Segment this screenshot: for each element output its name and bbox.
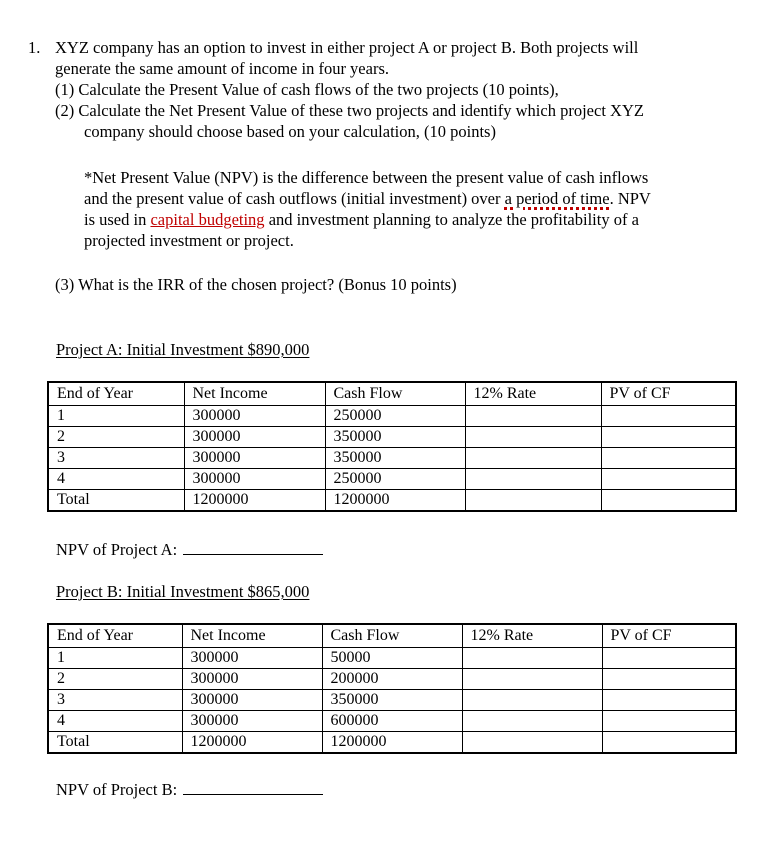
intro-line-1: XYZ company has an option to invest in either project A or project B. Both projects will xyxy=(55,38,639,57)
header-pv-of-cf: PV of CF xyxy=(602,624,736,648)
project-a-npv-answer-blank[interactable] xyxy=(183,540,323,555)
part-1: (1) Calculate the Present Value of cash flows of the two projects (10 points), xyxy=(55,80,559,99)
project-b-npv xyxy=(56,780,323,800)
cell-cash-flow: 600000 xyxy=(322,711,462,732)
header-rate: 12% Rate xyxy=(462,624,602,648)
cell-year: Total xyxy=(48,732,182,754)
cell-year: 1 xyxy=(48,406,184,427)
table-row xyxy=(48,448,736,469)
cell-net-income: 300000 xyxy=(184,469,325,490)
table-row xyxy=(48,711,736,732)
table-header-row xyxy=(48,624,736,648)
table-row xyxy=(48,648,736,669)
cell-net-income: 300000 xyxy=(184,427,325,448)
table-total-row xyxy=(48,490,736,512)
cell-year: 1 xyxy=(48,648,182,669)
header-rate: 12% Rate xyxy=(465,382,601,406)
project-b-npv-label: NPV of Project B: xyxy=(56,780,178,799)
header-net-income: Net Income xyxy=(182,624,322,648)
table-total-row xyxy=(48,732,736,754)
project-b-title: Project B: Initial Investment $865,000 xyxy=(56,582,310,601)
table-row xyxy=(48,406,736,427)
project-a-table xyxy=(47,381,737,512)
cell-pv[interactable] xyxy=(602,711,736,732)
table-row xyxy=(48,690,736,711)
cell-cash-flow: 250000 xyxy=(325,469,465,490)
npv-def-line-1: *Net Present Value (NPV) is the difference between the present value of cash inflows xyxy=(84,168,649,187)
npv-def-line-2-start: and the present value of cash outflows (initial investment) over xyxy=(84,189,505,208)
cell-rate[interactable] xyxy=(465,448,601,469)
cell-net-income: 300000 xyxy=(184,406,325,427)
npv-def-line-3-end: and investment planning to analyze the profitability of a xyxy=(264,210,639,229)
intro-line-2: generate the same amount of income in four years. xyxy=(55,59,389,78)
cell-net-income: 300000 xyxy=(182,711,322,732)
table-header-row xyxy=(48,382,736,406)
npv-def-line-3 xyxy=(84,210,639,230)
npv-def-line-2 xyxy=(84,189,651,209)
cell-year: 3 xyxy=(48,690,182,711)
cell-rate[interactable] xyxy=(462,669,602,690)
header-end-of-year: End of Year xyxy=(48,382,184,406)
cell-pv[interactable] xyxy=(601,406,736,427)
cell-year: 3 xyxy=(48,448,184,469)
npv-def-line-2-end: . NPV xyxy=(609,189,651,208)
cell-cash-flow: 1200000 xyxy=(322,732,462,754)
cell-cash-flow: 50000 xyxy=(322,648,462,669)
cell-cash-flow: 250000 xyxy=(325,406,465,427)
project-b-table xyxy=(47,623,737,754)
cell-year: 4 xyxy=(48,469,184,490)
cell-pv[interactable] xyxy=(602,669,736,690)
project-a-title: Project A: Initial Investment $890,000 xyxy=(56,340,310,359)
cell-year: 4 xyxy=(48,711,182,732)
cell-rate[interactable] xyxy=(462,732,602,754)
cell-cash-flow: 1200000 xyxy=(325,490,465,512)
header-cash-flow: Cash Flow xyxy=(322,624,462,648)
cell-cash-flow: 350000 xyxy=(325,448,465,469)
cell-pv[interactable] xyxy=(602,690,736,711)
capital-budgeting-link[interactable]: capital budgeting xyxy=(150,210,265,229)
cell-rate[interactable] xyxy=(465,406,601,427)
part-3: (3) What is the IRR of the chosen project? (Bonus 10 points) xyxy=(55,275,457,294)
cell-rate[interactable] xyxy=(465,469,601,490)
header-cash-flow: Cash Flow xyxy=(325,382,465,406)
header-end-of-year: End of Year xyxy=(48,624,182,648)
npv-def-line-3-start: is used in xyxy=(84,210,151,229)
cell-pv[interactable] xyxy=(602,732,736,754)
project-a-npv-label: NPV of Project A: xyxy=(56,540,178,559)
cell-pv[interactable] xyxy=(602,648,736,669)
cell-pv[interactable] xyxy=(601,469,736,490)
period-of-time-link[interactable]: a period of time xyxy=(504,189,610,208)
cell-net-income: 1200000 xyxy=(184,490,325,512)
project-b-npv-answer-blank[interactable] xyxy=(183,780,323,795)
cell-rate[interactable] xyxy=(465,490,601,512)
cell-pv[interactable] xyxy=(601,448,736,469)
header-pv-of-cf: PV of CF xyxy=(601,382,736,406)
cell-net-income: 300000 xyxy=(182,648,322,669)
project-a-npv xyxy=(56,540,323,560)
question-number: 1. xyxy=(28,38,41,57)
table-row xyxy=(48,669,736,690)
part-2-line-2: company should choose based on your calculation, (10 points) xyxy=(84,122,496,141)
cell-net-income: 300000 xyxy=(182,690,322,711)
cell-year: 2 xyxy=(48,669,182,690)
header-net-income: Net Income xyxy=(184,382,325,406)
cell-net-income: 300000 xyxy=(184,448,325,469)
cell-rate[interactable] xyxy=(465,427,601,448)
cell-cash-flow: 350000 xyxy=(322,690,462,711)
cell-year: Total xyxy=(48,490,184,512)
table-row xyxy=(48,427,736,448)
cell-rate[interactable] xyxy=(462,690,602,711)
npv-def-line-4: projected investment or project. xyxy=(84,231,294,250)
cell-cash-flow: 200000 xyxy=(322,669,462,690)
cell-net-income: 300000 xyxy=(182,669,322,690)
cell-net-income: 1200000 xyxy=(182,732,322,754)
cell-pv[interactable] xyxy=(601,490,736,512)
cell-pv[interactable] xyxy=(601,427,736,448)
cell-rate[interactable] xyxy=(462,711,602,732)
cell-rate[interactable] xyxy=(462,648,602,669)
cell-cash-flow: 350000 xyxy=(325,427,465,448)
table-row xyxy=(48,469,736,490)
part-2-line-1: (2) Calculate the Net Present Value of these two projects and identify which project XYZ xyxy=(55,101,644,120)
cell-year: 2 xyxy=(48,427,184,448)
